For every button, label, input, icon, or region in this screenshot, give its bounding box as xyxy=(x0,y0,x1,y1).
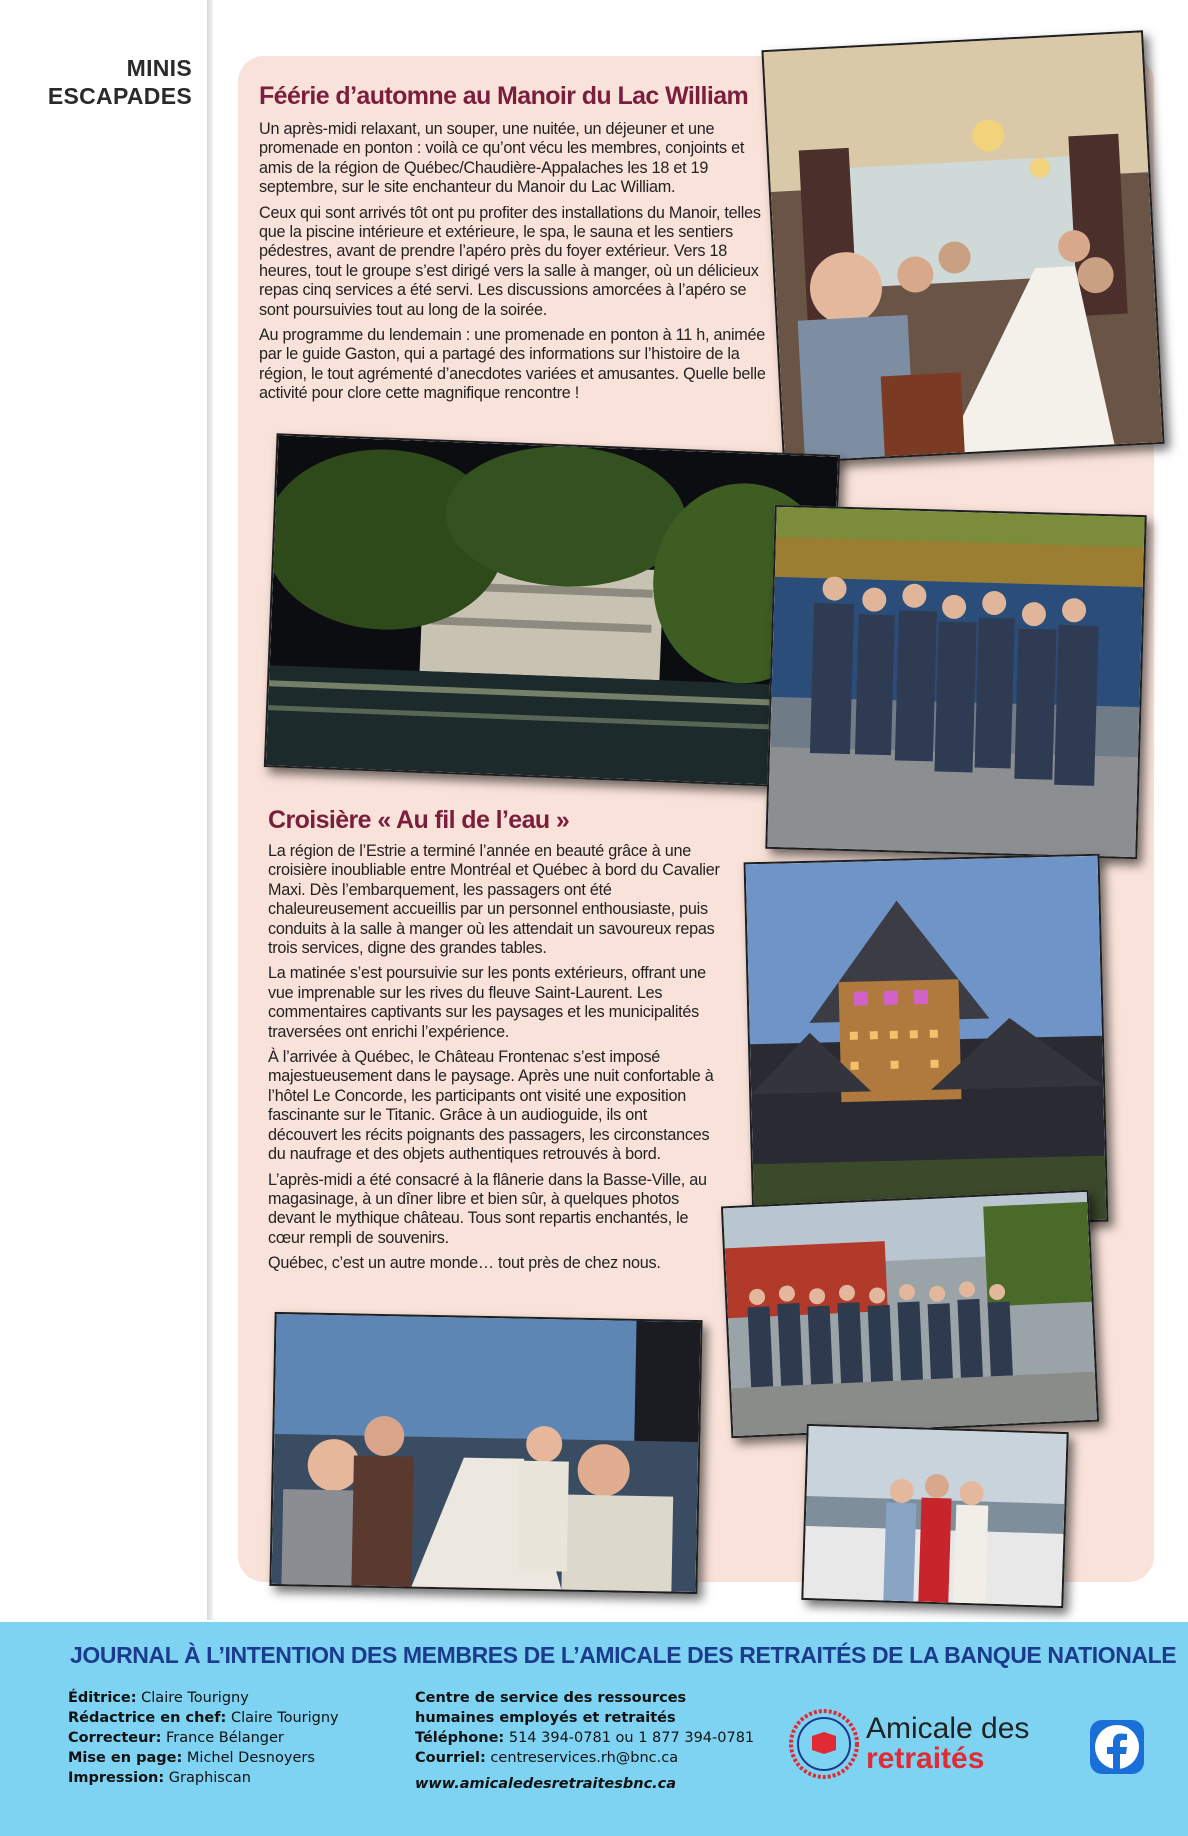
logo-line1: Amicale des xyxy=(866,1712,1030,1745)
photo-manor-night xyxy=(264,433,840,788)
article1-body xyxy=(259,120,769,410)
article1-paragraph: Ceux qui sont arrivés tôt ont pu profiter des installations du Manoir, telles que la piscine intérieure et extérieure, le spa, le sauna et les sentiers pédestres, avant de prendre l’apéro près du foyer extérieur. Vers 18 heures, tout le groupe s’est dirigé vers la salle à manger, où un délicieux repas cinq services a été servi. Les discussions amorcées à l’apéro se sont poursuivies tout au long de la soirée. xyxy=(259,203,761,319)
service-centre-info xyxy=(415,1688,754,1794)
service-email xyxy=(415,1748,754,1768)
photo-deck-trio xyxy=(801,1424,1068,1608)
photo-chateau-frontenac xyxy=(744,854,1109,1231)
section-label-line1: MINIS xyxy=(126,55,192,81)
amicale-logo xyxy=(788,1706,1048,1786)
article2-body xyxy=(268,842,720,1280)
article2-paragraph: Québec, c’est un autre monde… tout près de chez nous. xyxy=(268,1254,661,1273)
left-margin-rule xyxy=(207,0,213,1620)
credit-name: Claire Tourigny xyxy=(230,1710,339,1726)
article2-paragraph: La matinée s’est poursuivie sur les ponts extérieurs, offrant une vue imprenable sur les rives du fleuve Saint-Laurent. Les commentaires captivants sur les paysages et les municipalités traversées ont enrichi l’expérience. xyxy=(268,964,706,1041)
footer-headline: JOURNAL À L’INTENTION DES MEMBRES DE L’AMICALE DES RETRAITÉS DE LA BANQUE NATIONALE xyxy=(70,1642,1177,1668)
credit-role: Éditrice: xyxy=(68,1690,137,1706)
article1-paragraph: Un après-midi relaxant, un souper, une nuitée, un déjeuner et une promenade en ponton : voilà ce qu’ont vécu les membres, conjoints et amis de la région de Québec/Chaudière-Appalaches les 18 et 19 septembre, sur le site enchanteur du Manoir du Lac William. xyxy=(259,120,745,197)
logo-wordmark xyxy=(866,1714,1029,1774)
website-link[interactable]: www.amicaledesretraitesbnc.ca xyxy=(415,1776,677,1792)
photo-group-basse-ville xyxy=(721,1190,1099,1438)
service-name-line1: Centre de service des ressources xyxy=(415,1690,687,1706)
seal-icon xyxy=(788,1708,860,1780)
footer xyxy=(0,1622,1188,1836)
phone-label: Téléphone: xyxy=(415,1730,505,1746)
article1-paragraph: Au programme du lendemain : une promenade en ponton à 11 h, animée par le guide Gaston, qui a partagé des informations sur l’histoire de la région, le tout agrémenté d’anecdotes variées et amusantes. Quelle belle activité pour clore cette magnifique rencontre ! xyxy=(259,326,766,403)
section-label xyxy=(40,54,192,110)
email-label: Courriel: xyxy=(415,1750,486,1766)
section-label-line2: ESCAPADES xyxy=(47,83,192,109)
credit-role: Rédactrice en chef: xyxy=(68,1710,227,1726)
logo-line2: retraités xyxy=(866,1742,985,1775)
credits-list xyxy=(68,1688,339,1788)
article2-paragraph: La région de l’Estrie a terminé l’année en beauté grâce à une croisière inoubliable entre Montréal et Québec à bord du Cavalier Maxi. Dès l’embarquement, les passagers ont été chaleureusement accueillis par un personnel enthousiaste, puis conduits à la salle à manger où les attendait un savoureux repas trois services, digne des grandes tables. xyxy=(268,842,720,958)
photo-group-dock xyxy=(765,505,1146,859)
credit-role: Impression: xyxy=(68,1770,165,1786)
credit-name: France Bélanger xyxy=(165,1730,284,1746)
photo-boat-dining xyxy=(269,1312,702,1594)
email-address[interactable]: centreservices.rh@bnc.ca xyxy=(490,1750,679,1766)
credit-line xyxy=(68,1748,339,1768)
article2-paragraph: L’après-midi a été consacré à la flânerie dans la Basse-Ville, au magasinage, à un dîner libre et bien sûr, à quelques photos devant le mythique château. Tous sont repartis enchantés, le cœur rempli de souvenirs. xyxy=(268,1170,707,1247)
credit-name: Graphiscan xyxy=(168,1770,251,1786)
credit-line xyxy=(68,1688,339,1708)
photo-dining-room xyxy=(761,30,1164,463)
article1-title: Féérie d’automne au Manoir du Lac William xyxy=(259,82,749,110)
article2-paragraph: À l’arrivée à Québec, le Château Frontenac s’est imposé majestueusement dans le paysage. Après une nuit confortable à l’hôtel Le Concorde, les participants ont visité une exposition fascinante sur le Titanic. Grâce à un audioguide, ils ont découvert les récits poignants des passagers, les circonstances du naufrage et des objets authentiques retrouvés à bord. xyxy=(268,1048,714,1164)
service-phone xyxy=(415,1728,754,1748)
credit-line xyxy=(68,1728,339,1748)
credit-name: Michel Desnoyers xyxy=(186,1750,315,1766)
credit-line xyxy=(68,1768,339,1788)
credit-line xyxy=(68,1708,339,1728)
credit-role: Correcteur: xyxy=(68,1730,162,1746)
article2-title: Croisière « Au fil de l’eau » xyxy=(268,806,570,834)
credit-name: Claire Tourigny xyxy=(141,1690,249,1706)
facebook-icon[interactable] xyxy=(1090,1720,1144,1774)
service-name-line2: humaines employés et retraités xyxy=(415,1710,676,1726)
phone-number: 514 394-0781 ou 1 877 394-0781 xyxy=(508,1730,755,1746)
credit-role: Mise en page: xyxy=(68,1750,183,1766)
